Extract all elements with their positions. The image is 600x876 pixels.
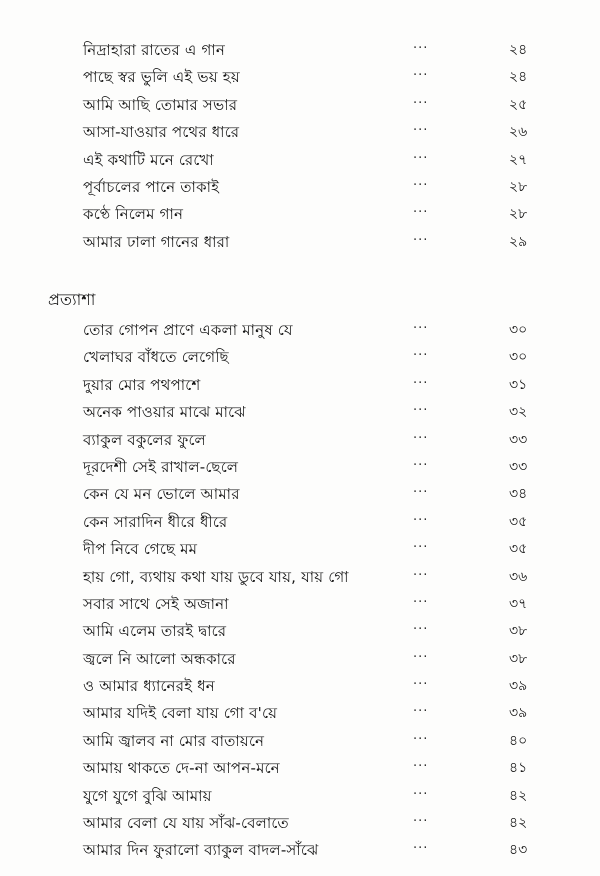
toc-page-number: ২৮ [509, 206, 528, 223]
toc-entry-title: আমি এলেম তারই দ্বারে [83, 622, 227, 641]
toc-entry[interactable] [0, 676, 600, 703]
toc-page-number: ৪৩ [509, 842, 528, 859]
toc-entry[interactable] [0, 457, 600, 484]
toc-leader-dots: ··· [413, 41, 429, 56]
toc-leader-dots: ··· [413, 403, 429, 419]
toc-entry-title: আমায় থাকতে দে-না আপন-মনে [83, 759, 280, 778]
toc-page-number: ৩১ [509, 376, 528, 393]
toc-page-number: ২৯ [509, 233, 528, 250]
toc-leader-dots: ··· [413, 540, 429, 556]
toc-entry-title: আসা-যাওয়ার পথের ধারে [83, 123, 240, 142]
toc-entry-title: হায় গো, ব্যথায় কথা যায় ডুবে যায়, যায় গো [83, 567, 349, 586]
toc-entry-title: আমার যদিই বেলা যায় গো ব'য়ে [83, 704, 278, 723]
toc-entry[interactable] [0, 484, 600, 511]
toc-entry-title: পূর্বাচলের পানে তাকাই [83, 177, 220, 196]
toc-entry[interactable] [0, 649, 600, 676]
toc-leader-dots: ··· [413, 348, 429, 364]
toc-entry-title: ও আমার ধ্যানেরই ধন [83, 677, 215, 696]
toc-page-number: ৩৮ [509, 623, 528, 640]
toc-page-number: ৩৪ [509, 486, 528, 503]
toc-leader-dots: ··· [413, 68, 429, 84]
toc-entry[interactable] [0, 594, 600, 621]
toc-entry[interactable] [0, 621, 600, 648]
toc-entry-title: অনেক পাওয়ার মাঝে মাঝে [83, 403, 246, 422]
toc-page-number: ৪১ [509, 760, 528, 777]
toc-leader-dots: ··· [413, 594, 429, 610]
toc-leader-dots: ··· [413, 457, 429, 473]
toc-entry-title: দীপ নিবে গেছে মম [83, 540, 198, 559]
toc-page-number: ৩৬ [509, 568, 528, 585]
toc-entry[interactable] [0, 813, 600, 840]
toc-leader-dots: ··· [413, 95, 429, 111]
toc-entry-title: আমার দিন ফুরালো ব্যাকুল বাদল-সাঁঝে [83, 841, 319, 860]
toc-entry-title: এই কথাটি মনে রেখো [83, 150, 214, 169]
toc-entry-title: আমার ঢালা গানের ধারা [83, 232, 230, 251]
toc-leader-dots: ··· [413, 430, 429, 446]
toc-leader-dots: ··· [413, 232, 429, 248]
toc-leader-dots: ··· [413, 375, 429, 391]
toc-page-number: ৪০ [509, 732, 528, 749]
toc-leader-dots: ··· [413, 321, 429, 336]
toc-leader-dots: ··· [413, 841, 429, 857]
toc-entry[interactable] [0, 567, 600, 594]
toc-page-number: ৩৮ [509, 650, 528, 667]
toc-entry[interactable] [0, 758, 600, 785]
toc-leader-dots: ··· [413, 567, 429, 583]
toc-page-number: ২৪ [509, 42, 528, 58]
toc-entry-title: খেলাঘর বাঁধতে লেগেছি [83, 348, 229, 367]
toc-page-number: ২৫ [509, 96, 528, 113]
toc-page-number: ৩৯ [509, 705, 528, 722]
toc-leader-dots: ··· [413, 677, 429, 693]
toc-entry[interactable] [0, 731, 600, 758]
toc-entry[interactable] [0, 402, 600, 429]
toc-page-number: ৩৩ [509, 458, 528, 475]
toc-entry-title: দূরদেশী সেই রাখাল-ছেলে [83, 457, 239, 476]
toc-section-2 [0, 320, 600, 868]
toc-leader-dots: ··· [413, 512, 429, 528]
toc-page-number: ৩৩ [509, 431, 528, 448]
toc-page-number: ৩৫ [509, 513, 528, 530]
toc-entry-title: তোর গোপন প্রাণে একলা মানুষ যে [83, 321, 293, 339]
toc-leader-dots: ··· [413, 731, 429, 747]
toc-leader-dots: ··· [413, 205, 429, 221]
toc-page-number: ৩৫ [509, 541, 528, 558]
toc-entry-title: ব্যাকুল বকুলের ফুলে [83, 430, 206, 449]
toc-section-1 [0, 40, 600, 259]
toc-leader-dots: ··· [413, 177, 429, 193]
toc-leader-dots: ··· [413, 786, 429, 802]
toc-page-number: ৩৯ [509, 678, 528, 695]
toc-entry[interactable] [0, 840, 600, 867]
toc-entry-title: আমার বেলা যে যায় সাঁঝ-বেলাতে [83, 814, 289, 833]
toc-entry[interactable] [0, 150, 600, 177]
toc-page-number: ৩২ [509, 404, 528, 421]
toc-leader-dots: ··· [413, 485, 429, 501]
toc-leader-dots: ··· [413, 123, 429, 139]
toc-entry[interactable] [0, 347, 600, 374]
toc-entry-title: কণ্ঠে নিলেম গান [83, 205, 184, 224]
toc-leader-dots: ··· [413, 622, 429, 638]
toc-entry[interactable] [0, 122, 600, 149]
toc-entry-title: নিদ্রাহারা রাতের এ গান [83, 41, 225, 59]
toc-page-number: ৩৭ [509, 595, 528, 612]
toc-entry-title: আমি জ্বালব না মোর বাতায়নে [83, 731, 265, 750]
toc-entry[interactable] [0, 320, 600, 347]
toc-entry[interactable] [0, 375, 600, 402]
toc-leader-dots: ··· [413, 704, 429, 720]
toc-entry[interactable] [0, 539, 600, 566]
toc-entry[interactable] [0, 95, 600, 122]
toc-page-number: ২৮ [509, 178, 528, 195]
toc-entry-title: কেন সারাদিন ধীরে ধীরে [83, 512, 228, 531]
toc-page-number: ২৬ [509, 124, 528, 141]
toc-entry[interactable] [0, 703, 600, 730]
toc-entry-title: দুয়ার মোর পথপাশে [83, 375, 201, 394]
toc-page-number: ৪২ [509, 815, 528, 832]
toc-leader-dots: ··· [413, 649, 429, 665]
toc-entry-title: আমি আছি তোমার সভার [83, 95, 238, 114]
toc-entry[interactable] [0, 512, 600, 539]
toc-entry[interactable] [0, 67, 600, 94]
toc-entry[interactable] [0, 430, 600, 457]
toc-leader-dots: ··· [413, 759, 429, 775]
toc-leader-dots: ··· [413, 814, 429, 830]
toc-page-number: ৩০ [509, 322, 528, 338]
toc-page-number: ৩০ [509, 349, 528, 366]
toc-entry[interactable] [0, 177, 600, 204]
toc-entry-title: কেন যে মন ভোলে আমার [83, 485, 240, 504]
toc-page-number: ২৭ [509, 151, 528, 168]
toc-entry[interactable] [0, 232, 600, 259]
toc-leader-dots: ··· [413, 150, 429, 166]
toc-entry-title: সবার সাথে সেই অজানা [83, 594, 229, 613]
toc-entry[interactable] [0, 40, 600, 67]
toc-page-number: ৪২ [509, 787, 528, 804]
toc-page-number: ২৪ [509, 69, 528, 86]
toc-entry[interactable] [0, 204, 600, 231]
toc-entry-title: যুগে যুগে বুঝি আমায় [83, 786, 212, 805]
toc-entry[interactable] [0, 786, 600, 813]
toc-entry-title: জ্বলে নি আলো অন্ধকারে [83, 649, 236, 668]
toc-entry-title: পাছে স্বর ভুলি এই ভয় হয় [83, 68, 240, 87]
section-heading-prottasha: প্রত্যাশা [48, 290, 96, 309]
